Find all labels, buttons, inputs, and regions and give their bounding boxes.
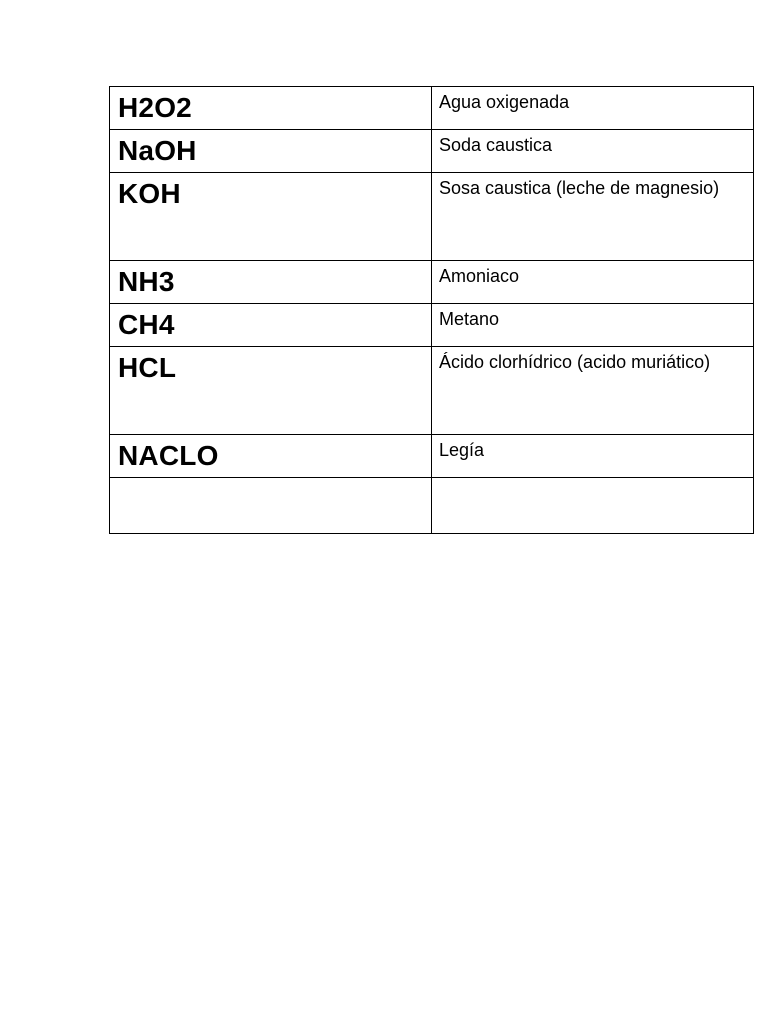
formula-cell bbox=[110, 435, 432, 478]
chemical-formula: NaOH bbox=[118, 135, 197, 166]
name-cell bbox=[432, 130, 754, 173]
formula-cell bbox=[110, 347, 432, 435]
formula-cell bbox=[110, 261, 432, 304]
formula-cell bbox=[110, 304, 432, 347]
formula-cell bbox=[110, 478, 432, 534]
formula-cell bbox=[110, 173, 432, 261]
name-cell bbox=[432, 347, 754, 435]
formula-cell bbox=[110, 130, 432, 173]
common-name: Sosa caustica (leche de magnesio) bbox=[439, 178, 720, 198]
chemical-formula bbox=[110, 478, 431, 482]
common-name: Agua oxigenada bbox=[439, 92, 570, 112]
chemical-formula: KOH bbox=[118, 178, 181, 209]
common-name: Amoniaco bbox=[439, 266, 520, 286]
name-cell bbox=[432, 435, 754, 478]
common-name: Ácido clorhídrico (acido muriático) bbox=[439, 352, 711, 372]
formula-cell bbox=[110, 87, 432, 130]
chemical-formula: HCL bbox=[118, 352, 177, 383]
name-cell bbox=[432, 261, 754, 304]
table-row bbox=[110, 87, 754, 130]
common-name bbox=[432, 478, 753, 480]
table-row-empty bbox=[110, 478, 754, 534]
table-row bbox=[110, 130, 754, 173]
table-row bbox=[110, 173, 754, 261]
name-cell bbox=[432, 173, 754, 261]
common-name: Soda caustica bbox=[439, 135, 553, 155]
table-row bbox=[110, 347, 754, 435]
name-cell bbox=[432, 87, 754, 130]
table-row bbox=[110, 435, 754, 478]
chemical-formula: CH4 bbox=[118, 309, 175, 340]
table-row bbox=[110, 261, 754, 304]
name-cell bbox=[432, 304, 754, 347]
common-name: Legía bbox=[439, 440, 485, 460]
chemical-formula: H2O2 bbox=[118, 92, 192, 123]
name-cell bbox=[432, 478, 754, 534]
chemical-formula: NACLO bbox=[118, 440, 219, 471]
common-name: Metano bbox=[439, 309, 500, 329]
chemical-formula: NH3 bbox=[118, 266, 175, 297]
table-row bbox=[110, 304, 754, 347]
chemical-names-table bbox=[109, 86, 754, 534]
